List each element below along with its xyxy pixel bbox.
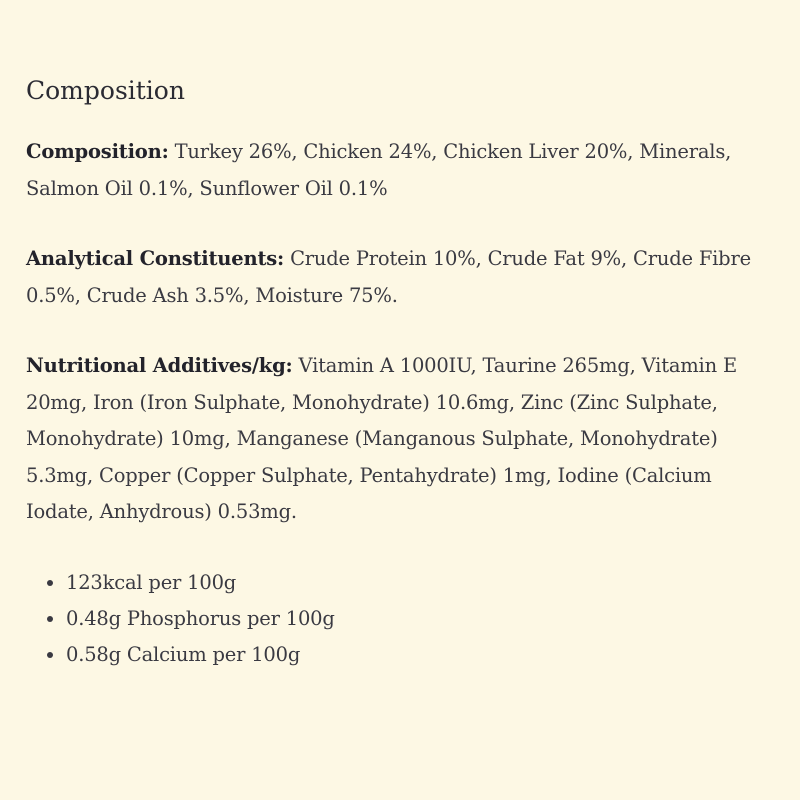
nutritional-additives-paragraph xyxy=(26,348,776,531)
analytical-constituents-text: Crude Protein 10%, Crude Fat 9%, Crude Fibre 0.5%, Crude Ash 3.5%, Moisture 75%. xyxy=(26,247,751,307)
nutritional-additives-label: Nutritional Additives/kg: xyxy=(26,354,293,377)
composition-paragraph xyxy=(26,134,776,207)
list-item: • 0.58g Calcium per 100g xyxy=(66,637,776,673)
list-item: • 0.48g Phosphorus per 100g xyxy=(66,601,776,637)
analytical-constituents-label: Analytical Constituents: xyxy=(26,247,285,270)
nutrition-facts-list xyxy=(26,565,776,673)
analytical-constituents-paragraph xyxy=(26,241,776,314)
composition-panel xyxy=(26,74,776,673)
composition-text: Turkey 26%, Chicken 24%, Chicken Liver 20%, Minerals, Salmon Oil 0.1%, Sunflower Oil 0.1% xyxy=(26,140,732,200)
section-heading: Composition xyxy=(26,76,185,105)
list-item: • 123kcal per 100g xyxy=(66,565,776,601)
composition-label: Composition: xyxy=(26,140,169,163)
nutritional-additives-text: Vitamin A 1000IU, Taurine 265mg, Vitamin E 20mg, Iron (Iron Sulphate, Monohydrate) 10.6mg, Zinc (Zinc Sulphate, Monohydrate) 10mg, Manganese (Manganous Sulphate, Monohydrate) 5.3mg, Copper (Copper Sulphate, Pentahydrate) 1mg, Iodine (Calcium Iodate, Anhydrous) 0.53mg. xyxy=(26,354,737,523)
